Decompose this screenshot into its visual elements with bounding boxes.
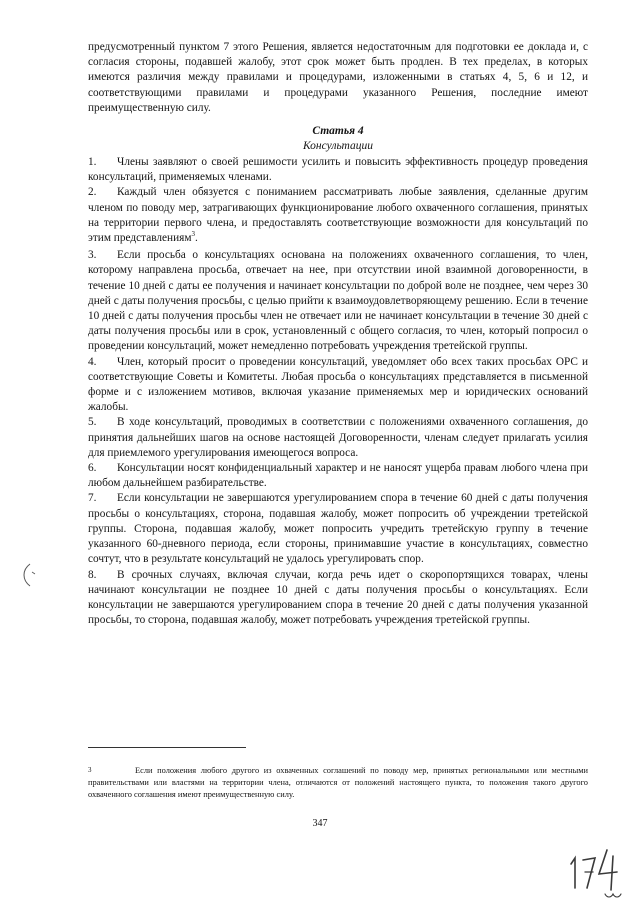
item-text: В срочных случаях, включая случаи, когда речь идет о скоропортящихся товарах, члены начинают консультации не позднее 10 дней с даты получения просьбы о консультациях. Если консультации не завершаются урегулированием спора в течение 20 дней с даты получения указанной просьбы, то сторона, подавшая жалобу, может потребовать учреждения третейской группы. [88,568,588,627]
list-item-4 [88,355,588,416]
list-item-5 [88,415,588,461]
margin-scribble-icon [18,562,38,588]
document-body [88,40,588,628]
item-number: 2. [88,186,97,199]
item-number: 8. [88,568,97,581]
footnote [88,765,588,801]
list-item-8 [88,568,588,629]
footnote-divider [88,747,246,748]
item-number: 3. [88,249,97,262]
item-text: Консультации носят конфиденциальный характер и не наносят ущерба правам любого члена при любом дальнейшем разбирательстве. [88,462,588,490]
item-number: 1. [88,156,97,169]
footnote-reference: 3 [191,230,195,239]
item-text: Если консультации не завершаются урегулированием спора в течение 60 дней с даты получения просьбы о консультациях, сторона, подавшая жалобу, может попросить об учреждении третейской группы. Сторона, подавшая жалобу, может попросить учредить третейскую группу в течение указанного 60-дневного периода, если стороны, принимавшие участие в консультациях, совместно сочтут, что в результате консультаций не удалось урегулировать спор. [88,492,588,566]
article-subtitle: Консультации [302,140,374,153]
item-number: 5. [88,416,97,429]
item-text-end: . [195,232,198,245]
page-number: 347 [312,818,328,829]
footnote-text: Если положения любого другого из охваченных соглашений по поводу мер, принятых региональными или местными правительствами или властями на территории члена, отличаются от положений настоящего пункта, то положения такого другого охваченного соглашения имеют преимущественную силу. [88,766,588,800]
item-text: Члены заявляют о своей решимости усилить и повысить эффективность процедур проведения консультаций, применяемых членами. [88,156,588,184]
list-item-7 [88,491,588,567]
item-text: Член, который просит о проведении консультаций, уведомляет обо всех таких просьбах ОРС и соответствующие Советы и Комитеты. Любая просьба о консультациях представляется в письменной форме и с изложением мотивов, включая указание применяемых мер и юридических оснований жалобы. [88,355,588,414]
item-text: Каждый член обязуется с пониманием рассматривать любые заявления, сделанные другим членом по поводу мер, затрагивающих функционирование любого охваченного соглашения, принятых на территории первого члена, и предоставлять соответствующие возможности для консультаций по этим представлениям [88,186,588,245]
list-item-3 [88,248,588,354]
item-text: Если просьба о консультациях основана на положениях охваченного соглашения, то член, которому направлена просьба, отвечает на нее, при отсутствии иной взаимной договоренности, в течение 10 дней с даты ее получения и начинает консультации по доброй воле не позднее, чем через 30 дней с даты получения просьбы, с целью прийти к взаимоудовлетворяющему решению. Если в течение 10 дней с даты получения просьбы член не отвечает или не начинает консультации в течение 30 дней с даты получения просьбы или в срок, установленный с общего согласия, то член, который попросил о проведении консультаций, может немедленно потребовать учреждения третейской группы. [88,249,588,353]
list-item-2 [88,185,588,246]
item-text: В ходе консультаций, проводимых в соответствии с положениями охваченного соглашения, до принятия дальнейших шагов на основе настоящей Договоренности, членам следует прилагать усилия для приемлемого урегулирования имеющегося вопроса. [88,416,588,459]
list-item-6 [88,461,588,491]
list-item-1 [88,155,588,185]
article-title: Статья 4 [312,125,364,138]
handwritten-page-number [565,842,627,902]
item-number: 6. [88,462,97,475]
item-number: 7. [88,492,97,505]
footnote-mark: 3 [88,766,92,775]
item-number: 4. [88,355,97,368]
intro-paragraph: предусмотренный пунктом 7 этого Решения, является недостаточным для подготовки ее доклада и, с согласия стороны, подавшей жалобу, этот срок может быть продлен. В тех пределах, в которых имеются различия между правилами и процедурами, изложенными в статьях 4, 5, 6 и 12, и соответствующими правилами и процедурами указанного Решения, последние имеют преимущественную силу. [88,41,588,114]
